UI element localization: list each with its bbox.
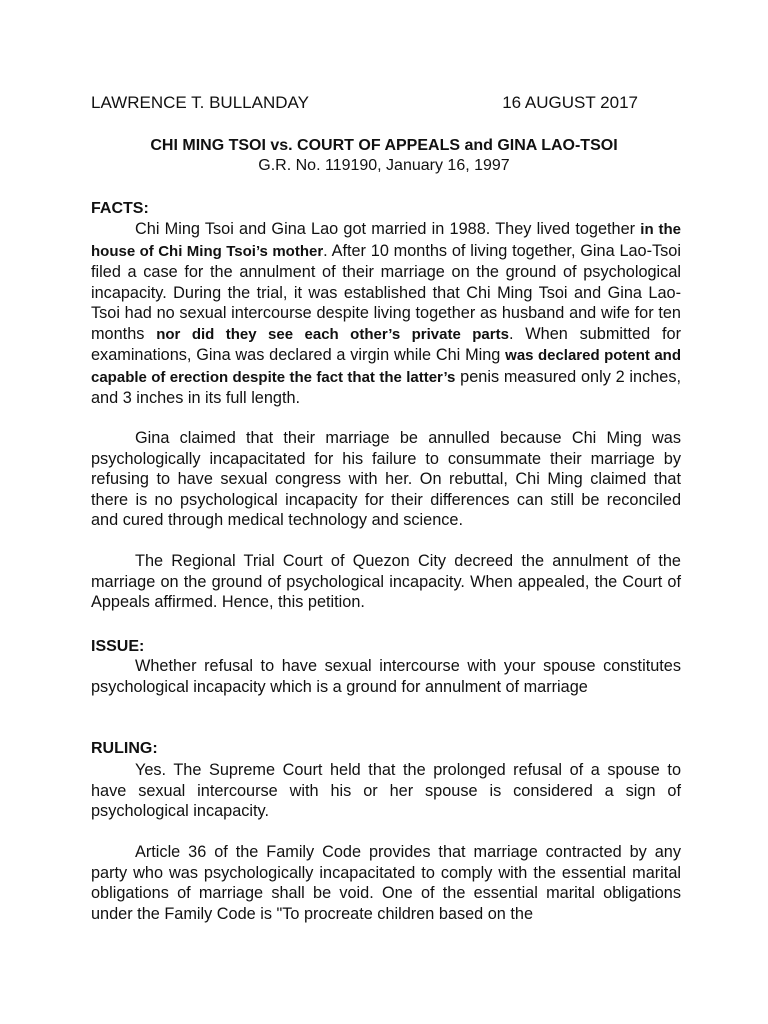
facts-p1-text-4: penis measured only 2 inches, and 3 inches in its full length. <box>91 367 681 407</box>
case-citation: G.R. No. 119190, January 16, 1997 <box>258 157 510 174</box>
document-date: 16 AUGUST 2017 <box>502 93 638 112</box>
facts-paragraph-1 <box>91 219 681 409</box>
facts-p1-text-3: . When submitted for examinations, Gina was declared a virgin while Chi Ming <box>91 324 681 364</box>
issue-paragraph: Whether refusal to have sexual intercourse with your spouse constitutes psychological incapacity which is a ground for annulment of marriage <box>91 657 681 696</box>
issue-heading: ISSUE: <box>91 638 145 655</box>
facts-heading: FACTS: <box>91 200 149 217</box>
ruling-paragraph-2: Article 36 of the Family Code provides that marriage contracted by any party who was psychologically incapacitated to comply with the essential marital obligations of marriage shall be void. One of the essential marital obligations under the Family Code is "To procreate children based on the <box>91 843 681 923</box>
facts-p1-text-2: . After 10 months of living together, Gina Lao-Tsoi filed a case for the annulment of their marriage on the ground of psychological incapacity. During the trial, it was established that Chi Ming Tsoi and Gina Lao-Tsoi had no sexual intercourse despite living together as husband and wife for ten months <box>91 241 681 343</box>
facts-p1-text-1: Chi Ming Tsoi and Gina Lao got married in 1988. They lived together <box>135 220 641 238</box>
author-name: LAWRENCE T. BULLANDAY <box>91 93 309 112</box>
ruling-heading: RULING: <box>91 740 158 757</box>
facts-paragraph-3: The Regional Trial Court of Quezon City decreed the annulment of the marriage on the ground of psychological incapacity. When appealed, the Court of Appeals affirmed. Hence, this petition. <box>91 552 681 611</box>
facts-paragraph-2: Gina claimed that their marriage be annulled because Chi Ming was psychologically incapacitated for his failure to consummate their marriage by refusing to have sexual congress with her. On rebuttal, Chi Ming claimed that there is no psychological incapacity for their differences can still be reconciled and cured through medical technology and science. <box>91 429 681 529</box>
facts-p1-bold-2: nor did they see each other’s private parts <box>156 325 509 343</box>
ruling-paragraph-1: Yes. The Supreme Court held that the prolonged refusal of a spouse to have sexual intercourse with his or her spouse is considered a sign of psychological incapacity. <box>91 761 681 820</box>
case-title: CHI MING TSOI vs. COURT OF APPEALS and GINA LAO-TSOI <box>150 137 618 154</box>
document-header <box>91 93 638 113</box>
facts-p1-bold-1: in the house of Chi Ming Tsoi’s mother <box>91 221 681 260</box>
facts-p1-bold-3: was declared potent and capable of erection despite the fact that the latter’s <box>91 347 681 386</box>
